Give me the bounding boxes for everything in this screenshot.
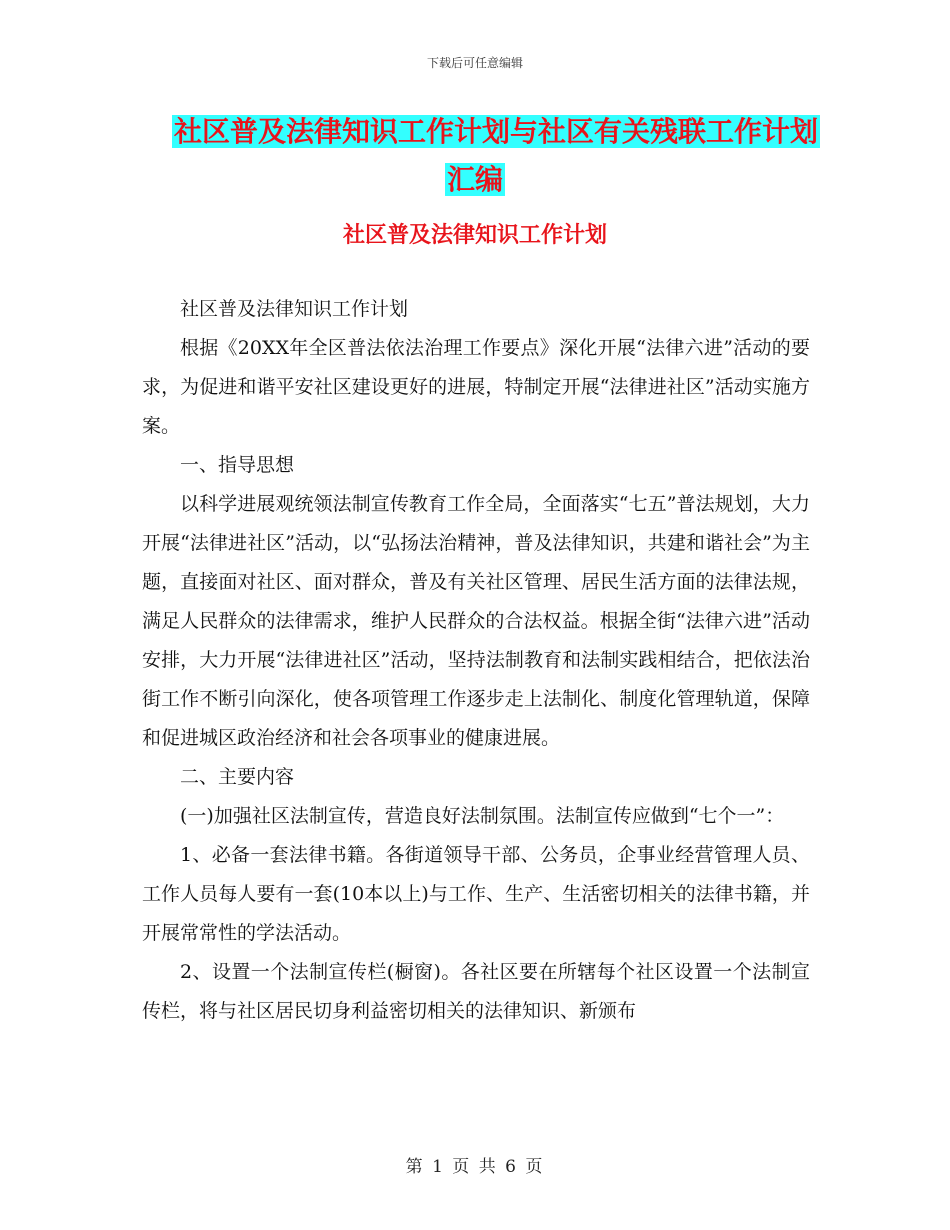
paragraph-2: 根据《20XX年全区普法依法治理工作要点》深化开展“法律六进”活动的要求，为促进和谐平安社区建设更好的进展，特制定开展“法律进社区”活动实施方案。 — [142, 337, 810, 437]
title-highlight-1: 社区普及法律知识工作计划与社区有关残联工作计划 — [173, 115, 818, 148]
title-highlight-2: 汇编 — [446, 163, 503, 196]
paragraph-6: (一)加强社区法制宣传，营造良好法制氛围。法制宣传应做到“七个一”： — [180, 805, 785, 827]
page-footer: 第 1 页 共 6 页 — [405, 1157, 545, 1177]
paragraph-3: 一、指导思想 — [180, 454, 295, 476]
page-header-note: 下载后可任意编辑 — [426, 56, 523, 70]
section-title: 社区普及法律知识工作计划 — [342, 223, 607, 248]
paragraph-8: 2、设置一个法制宣传栏(橱窗)。各社区要在所辖每个社区设置一个法制宣传栏，将与社区居民切身利益密切相关的法律知识、新颁布 — [142, 961, 810, 1022]
paragraph-4: 以科学进展观统领法制宣传教育工作全局，全面落实“七五”普法规划，大力开展“法律进社区”活动，以“弘扬法治精神，普及法律知识，共建和谐社会”为主题，直接面对社区、面对群众，普及有关社区管理、居民生活方面的法律法规，满足人民群众的法律需求，维护人民群众的合法权益。根据全街“法律六进”活动安排，大力开展“法律进社区”活动，坚持法制教育和法制实践相结合，把依法治街工作不断引向深化，使各项管理工作逐步走上法制化、制度化管理轨道，保障和促进城区政治经济和社会各项事业的健康进展。 — [142, 493, 810, 749]
paragraph-1: 社区普及法律知识工作计划 — [180, 298, 409, 320]
paragraph-7: 1、必备一套法律书籍。各街道领导干部、公务员，企事业经营管理人员、工作人员每人要有一套(10本以上)与工作、生产、生活密切相关的法律书籍，并开展常常性的学法活动。 — [142, 844, 810, 944]
document-body — [142, 290, 810, 1031]
document-title-line-1 — [0, 108, 950, 156]
paragraph-5: 二、主要内容 — [180, 766, 295, 788]
document-title — [0, 108, 950, 204]
document-title-line-2 — [445, 163, 505, 196]
